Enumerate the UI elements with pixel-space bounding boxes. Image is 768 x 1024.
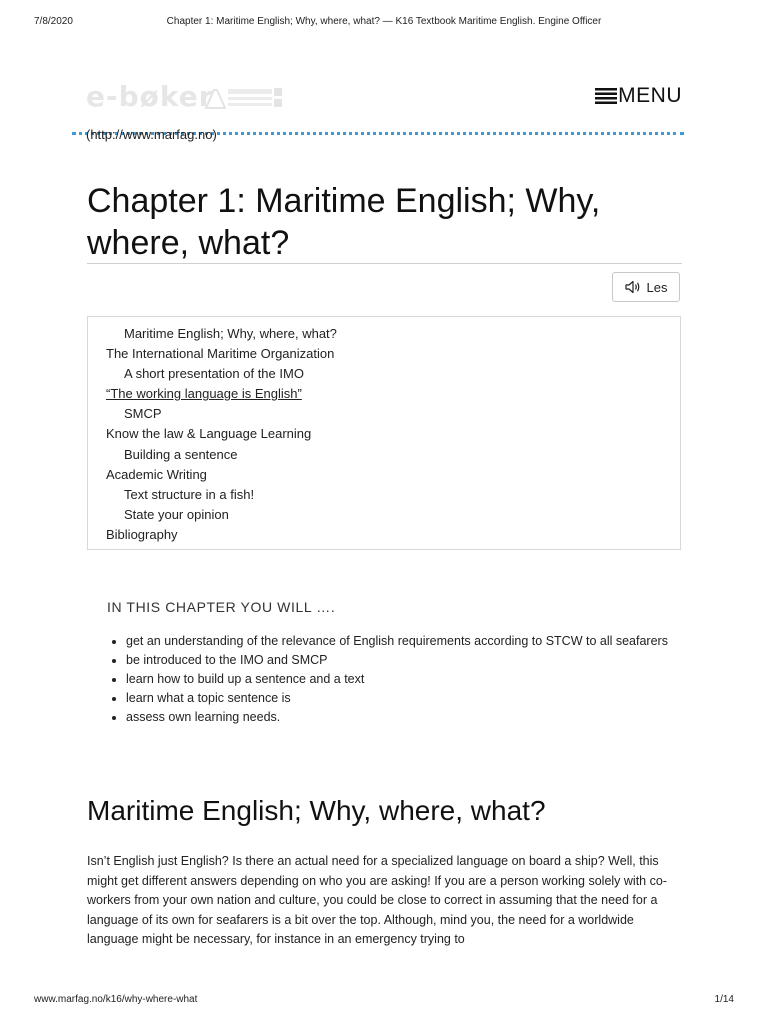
print-header — [0, 16, 768, 30]
chapter-title: Chapter 1: Maritime English; Why, where, what? — [87, 182, 601, 262]
site-logo-link[interactable] — [86, 80, 296, 116]
toc-item — [88, 424, 680, 444]
toc-item — [88, 384, 680, 404]
objective-item: • get an understanding of the relevance of English requirements according to STCW to all seafarers — [126, 632, 696, 651]
toc-link[interactable]: Text structure in a fish! — [124, 486, 255, 502]
title-divider — [87, 263, 682, 264]
objective-item: • assess own learning needs. — [126, 708, 696, 727]
toc-item — [88, 485, 680, 505]
toc-link[interactable]: Bibliography — [106, 526, 178, 542]
read-aloud-button[interactable] — [612, 272, 680, 302]
toc-item — [88, 465, 680, 485]
toc-item — [88, 445, 680, 465]
toc-link[interactable]: Academic Writing — [106, 466, 207, 482]
toc-item — [88, 344, 680, 364]
objectives-heading: IN THIS CHAPTER YOU WILL …. — [107, 599, 336, 615]
toc-link[interactable]: State your opinion — [124, 506, 229, 522]
page-number: 1/14 — [714, 994, 734, 1005]
site-logo: e-bøker — [86, 80, 214, 113]
print-date: 7/8/2020 — [34, 16, 73, 27]
toc-item — [88, 525, 680, 545]
section-title: Maritime English; Why, where, what? — [87, 795, 546, 826]
menu-label: MENU — [618, 84, 682, 107]
toc-item — [88, 364, 680, 384]
print-page-title: Chapter 1: Maritime English; Why, where, what? — K16 Textbook Maritime English. Engine Officer — [166, 16, 602, 27]
objectives-list — [106, 632, 696, 727]
toc-link[interactable]: A short presentation of the IMO — [124, 366, 304, 382]
speaker-icon — [625, 280, 641, 294]
toc-link[interactable]: SMCP — [124, 406, 162, 422]
site-header — [86, 80, 684, 140]
toc-item — [88, 404, 680, 424]
table-of-contents — [87, 316, 681, 550]
objective-item: • be introduced to the IMO and SMCP — [126, 651, 696, 670]
print-footer-url: www.marfag.no/k16/why-where-what — [34, 994, 198, 1005]
toc-item — [88, 324, 680, 344]
section-paragraph: Isn’t English just English? Is there an actual need for a specialized language on board a ship? Well, this might get different answers depending on who you are asking! If you are a person working solely with co-workers from your own nation and culture, you could be close to correct in assuming that the need for a language of its own for seafarers is a bit over the top. Although, mind you, the need for a worldwide language might be necessary, for instance in an emergency trying to — [87, 854, 667, 946]
toc-item — [88, 505, 680, 525]
toc-link[interactable]: Maritime English; Why, where, what? — [124, 326, 337, 341]
toc-link[interactable]: The International Maritime Organization — [106, 346, 335, 362]
toc-link[interactable]: Building a sentence — [124, 446, 238, 462]
menu-button[interactable] — [595, 82, 682, 110]
objective-item: • learn how to build up a sentence and a text — [126, 670, 696, 689]
toc-link[interactable]: “The working language is English” — [106, 386, 302, 402]
read-aloud-label: Les — [646, 279, 668, 295]
toc-list — [88, 317, 680, 545]
publisher-logo-icon — [204, 84, 284, 110]
toc-link[interactable]: Know the law & Language Learning — [106, 426, 312, 442]
site-url: (http://www.marfag.no) — [86, 127, 217, 142]
objective-item: • learn what a topic sentence is — [126, 689, 696, 708]
hamburger-icon — [595, 87, 617, 105]
